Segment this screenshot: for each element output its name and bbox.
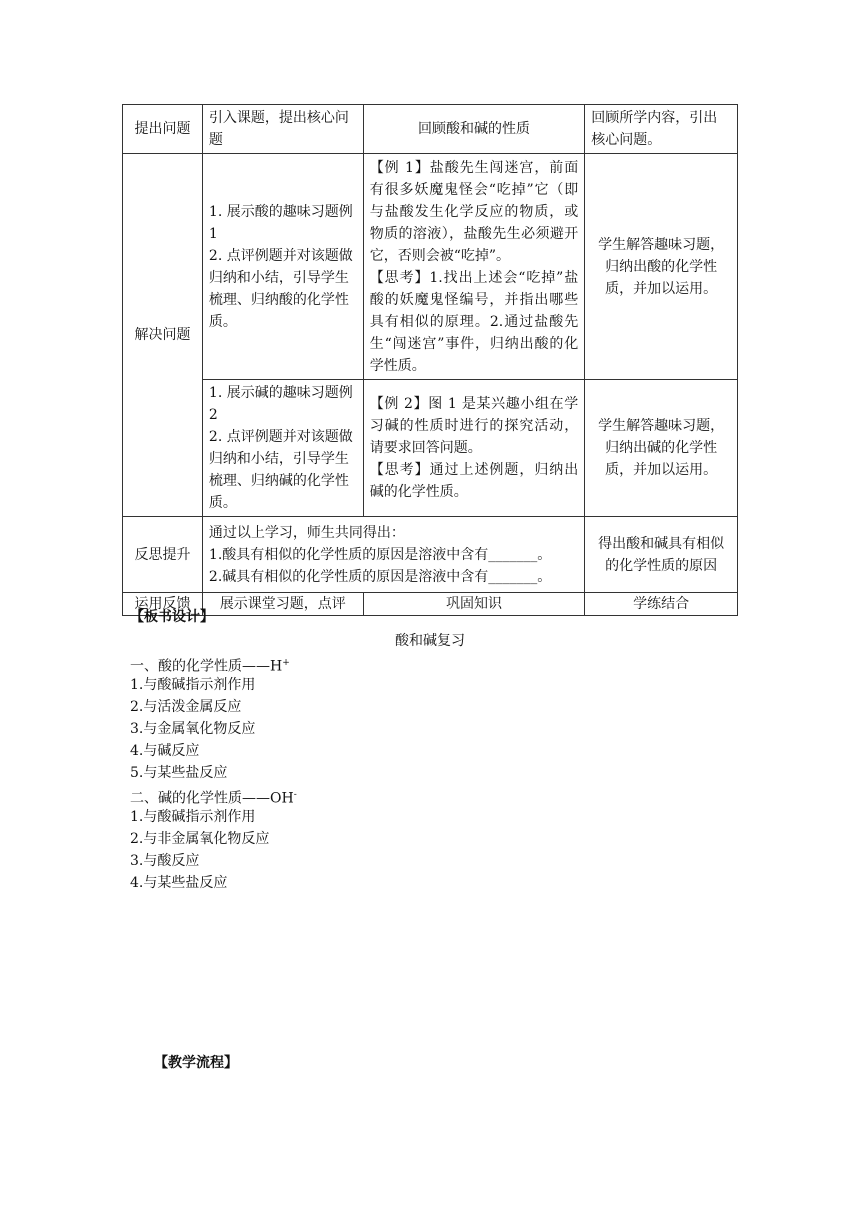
board-heading: 【板书设计】 xyxy=(130,609,214,625)
lesson-table xyxy=(122,104,738,616)
content-cell xyxy=(363,380,585,517)
table-row xyxy=(123,593,738,616)
list-item: 3.与金属氧化物反应 xyxy=(130,721,256,737)
teacher-line: 2. 点评例题并对该题做归纳和小结，引导学生梳理、归纳碱的化学性质。 xyxy=(208,429,353,511)
summary-line: 1.酸具有相似的化学性质的原因是溶液中含有_______。 xyxy=(208,546,552,563)
content-cell xyxy=(363,154,585,380)
list-item: 1.与酸碱指示剂作用 xyxy=(130,809,256,825)
student-cell: 学生解答趣味习题，归纳出碱的化学性质，并加以运用。 xyxy=(585,380,738,517)
summary-line: 2.碱具有相似的化学性质的原因是溶液中含有_______。 xyxy=(208,568,552,585)
stage-cell: 反思提升 xyxy=(123,517,203,593)
teacher-cell: 展示课堂习题，点评 xyxy=(202,593,363,616)
summary-cell xyxy=(202,517,584,593)
table-row xyxy=(123,517,738,593)
list-item: 3.与酸反应 xyxy=(130,853,200,869)
teacher-line: 2. 点评例题并对该题做归纳和小结，引导学生梳理、归纳酸的化学性质。 xyxy=(208,247,353,330)
summary-line: 通过以上学习，师生共同得出： xyxy=(208,524,405,541)
list-item: 5.与某些盐反应 xyxy=(130,765,228,781)
think-text: 【思考】通过上述例题，归纳出碱的化学性质。 xyxy=(369,462,579,500)
table-row xyxy=(123,105,738,154)
list-item: 2.与非金属氧化物反应 xyxy=(130,831,270,847)
student-cell: 回顾所学内容，引出核心问题。 xyxy=(585,105,738,154)
list-item: 1.与酸碱指示剂作用 xyxy=(130,677,256,693)
teacher-cell: 引入课题，提出核心问题 xyxy=(202,105,363,154)
flow-heading: 【教学流程】 xyxy=(154,1055,238,1071)
teacher-line: 1. 展示酸的趣味习题例 1 xyxy=(208,203,353,242)
base-ion-charge: - xyxy=(293,790,297,800)
teacher-cell xyxy=(202,154,363,380)
stage-cell: 运用反馈 xyxy=(123,593,203,616)
stage-cell: 提出问题 xyxy=(123,105,203,154)
list-item: 2.与活泼金属反应 xyxy=(130,699,242,715)
example-text: 【例 2】图 1 是某兴趣小组在学习碱的性质时进行的探究活动，请要求回答问题。 xyxy=(369,396,579,456)
table-row xyxy=(123,154,738,380)
stage-cell: 解决问题 xyxy=(123,154,203,517)
list-item: 4.与碱反应 xyxy=(130,743,200,759)
teacher-line: 1. 展示碱的趣味习题例 2 xyxy=(208,385,353,423)
acid-ion-charge: + xyxy=(282,658,290,668)
base-title-text: 二、碱的化学性质——OH xyxy=(130,790,294,807)
example-text: 【例 1】盐酸先生闯迷宫，前面有很多妖魔鬼怪会“吃掉”它（即与盐酸发生化学反应的物质，或物质的溶液），盐酸先生必须避开它，否则会被“吃掉”。 xyxy=(369,159,579,264)
student-cell: 得出酸和碱具有相似的化学性质的原因 xyxy=(585,517,738,593)
student-cell: 学练结合 xyxy=(585,593,738,616)
board-title: 酸和碱复习 xyxy=(395,633,465,649)
teacher-cell xyxy=(202,380,363,517)
acid-title-text: 一、酸的化学性质——H xyxy=(130,658,283,675)
content-cell: 回顾酸和碱的性质 xyxy=(363,105,585,154)
table-row xyxy=(123,380,738,517)
list-item: 4.与某些盐反应 xyxy=(130,875,228,891)
content-cell: 巩固知识 xyxy=(363,593,585,616)
think-text: 【思考】1.找出上述会“吃掉”盐酸的妖魔鬼怪编号，并指出哪些具有相似的原理。2.通过盐酸先生“闯迷宫”事件，归纳出酸的化学性质。 xyxy=(369,269,579,374)
student-cell: 学生解答趣味习题，归纳出酸的化学性质，并加以运用。 xyxy=(585,154,738,380)
